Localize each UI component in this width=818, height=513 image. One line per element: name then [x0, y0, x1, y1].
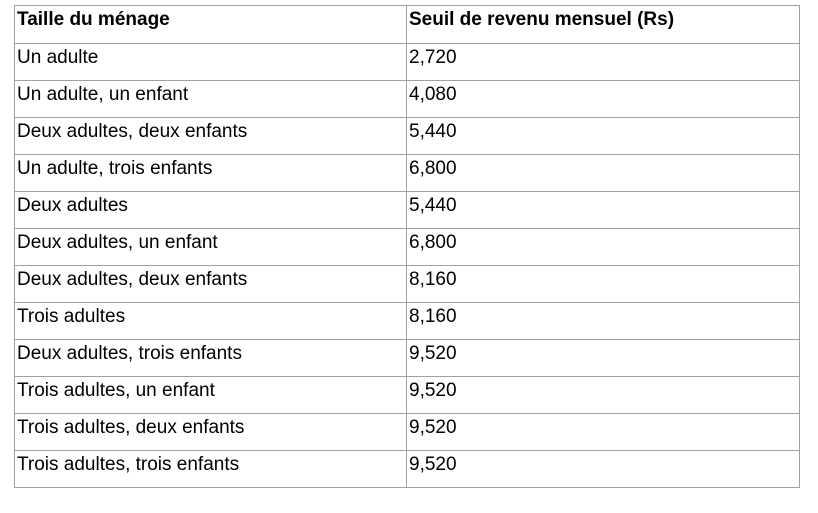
income-threshold-cell: 8,160: [407, 266, 800, 303]
household-size-cell: Trois adultes: [15, 303, 407, 340]
household-size-cell: Deux adultes, deux enfants: [15, 118, 407, 155]
income-threshold-cell: 6,800: [407, 155, 800, 192]
household-size-cell: Deux adultes, trois enfants: [15, 340, 407, 377]
table-row: [15, 340, 800, 377]
income-threshold-cell: 2,720: [407, 44, 800, 81]
table-row: [15, 266, 800, 303]
household-size-cell: Un adulte, un enfant: [15, 81, 407, 118]
table-row: [15, 451, 800, 488]
header-household-size: Taille du ménage: [15, 6, 407, 44]
table-row: [15, 155, 800, 192]
table-row: [15, 414, 800, 451]
household-size-cell: Un adulte, trois enfants: [15, 155, 407, 192]
income-threshold-cell: 9,520: [407, 414, 800, 451]
household-size-cell: Trois adultes, deux enfants: [15, 414, 407, 451]
table-row: [15, 44, 800, 81]
table-header-row: [15, 6, 800, 44]
income-threshold-cell: 4,080: [407, 81, 800, 118]
income-threshold-cell: 9,520: [407, 451, 800, 488]
household-size-cell: Deux adultes: [15, 192, 407, 229]
table-row: [15, 81, 800, 118]
household-size-cell: Un adulte: [15, 44, 407, 81]
income-threshold-cell: 9,520: [407, 377, 800, 414]
income-threshold-table: [14, 5, 800, 488]
table-row: [15, 192, 800, 229]
income-threshold-cell: 5,440: [407, 118, 800, 155]
household-size-cell: Deux adultes, deux enfants: [15, 266, 407, 303]
income-threshold-cell: 8,160: [407, 303, 800, 340]
table-row: [15, 303, 800, 340]
table-row: [15, 377, 800, 414]
household-size-cell: Deux adultes, un enfant: [15, 229, 407, 266]
table-row: [15, 118, 800, 155]
income-threshold-cell: 9,520: [407, 340, 800, 377]
income-threshold-cell: 6,800: [407, 229, 800, 266]
household-size-cell: Trois adultes, un enfant: [15, 377, 407, 414]
header-income-threshold: Seuil de revenu mensuel (Rs): [407, 6, 800, 44]
table-row: [15, 229, 800, 266]
income-threshold-cell: 5,440: [407, 192, 800, 229]
household-size-cell: Trois adultes, trois enfants: [15, 451, 407, 488]
